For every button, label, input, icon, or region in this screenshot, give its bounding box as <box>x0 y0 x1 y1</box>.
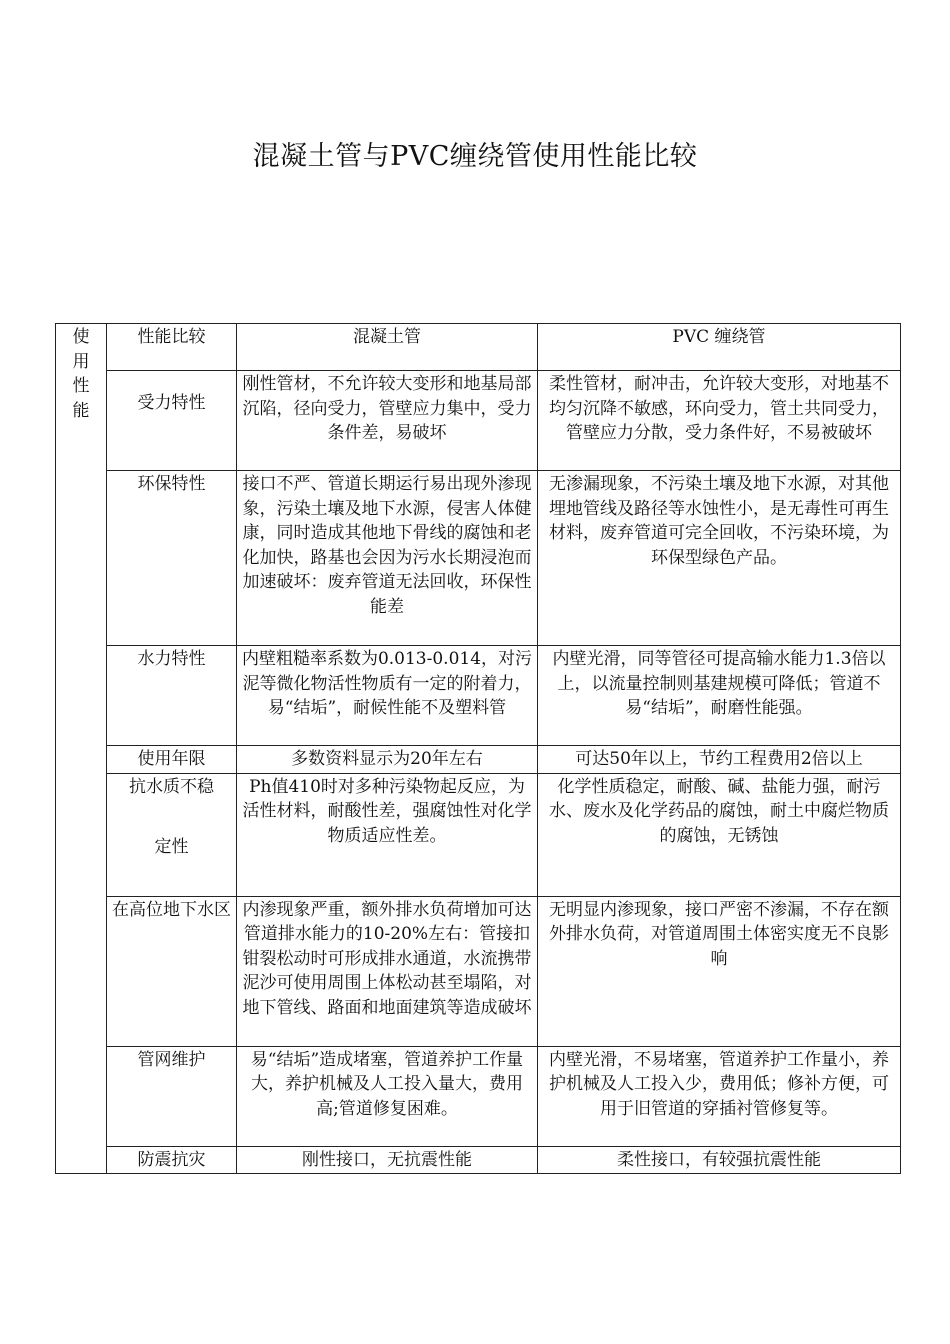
row-concrete: 接口不严、管道长期运行易出现外渗现象，污染土壤及地下水源，侵害人体健康，同时造成其他地下骨线的腐蚀和老化加快，路基也会因为污水长期浸泡而加速破坏：废弃管道无法回收，环保性能差 <box>237 471 538 646</box>
row-concrete: 内壁粗糙率系数为0.013-0.014，对污泥等微化物活性物质有一定的附着力，易“结垢”，耐候性能不及塑料管 <box>237 646 538 746</box>
table-row <box>56 896 901 1046</box>
row-aspect-line: 抗水质不稳 <box>129 776 214 797</box>
table-row <box>56 1046 901 1146</box>
row-pvc: 内壁光滑，不易堵塞，管道养护工作量小，养护机械及人工投入少，费用低；修补方便，可用于旧管道的穿插衬管修复等。 <box>538 1046 901 1146</box>
row-aspect: 在高位地下水区 <box>107 896 237 1046</box>
side-label-char: 能 <box>72 400 90 421</box>
table-row <box>56 471 901 646</box>
table-row <box>56 646 901 746</box>
row-aspect: 受力特性 <box>107 371 237 471</box>
row-aspect: 环保特性 <box>107 471 237 646</box>
row-concrete: 刚性接口，无抗震性能 <box>237 1146 538 1174</box>
header-pvc: PVC 缠绕管 <box>538 324 901 371</box>
comparison-table <box>55 323 901 1174</box>
side-label-usage-performance <box>56 324 107 1174</box>
table-row <box>56 1146 901 1174</box>
row-aspect <box>107 773 237 896</box>
table-row <box>56 371 901 471</box>
table-header-row <box>56 324 901 371</box>
row-aspect: 使用年限 <box>107 746 237 774</box>
row-concrete: 易“结垢”造成堵塞，管道养护工作量大，养护机械及人工投入量大，费用高;管道修复困难。 <box>237 1046 538 1146</box>
row-aspect-gap <box>111 799 232 835</box>
page-title: 混凝土管与PVC缠绕管使用性能比较 <box>252 141 698 172</box>
header-concrete: 混凝土管 <box>237 324 538 371</box>
row-concrete: 内渗现象严重，额外排水负荷增加可达管道排水能力的10-20%左右：管接扣钳裂松动时可形成排水通道，水流携带泥沙可使用周围上体松动甚至塌陷，对地下管线、路面和地面建筑等造成破坏 <box>237 896 538 1046</box>
row-pvc: 柔性接口，有较强抗震性能 <box>538 1146 901 1174</box>
row-concrete: 刚性管材，不允许较大变形和地基局部沉陷，径向受力，管壁应力集中，受力条件差，易破坏 <box>237 371 538 471</box>
row-aspect-line: 定性 <box>154 837 189 857</box>
row-pvc: 柔性管材，耐冲击，允许较大变形，对地基不均匀沉降不敏感，环向受力，管土共同受力，管壁应力分散，受力条件好，不易被破坏 <box>538 371 901 471</box>
side-label-char: 用 <box>72 351 90 372</box>
table-row <box>56 773 901 896</box>
row-pvc: 可达50年以上，节约工程费用2倍以上 <box>538 746 901 774</box>
row-pvc: 内壁光滑，同等管径可提高输水能力1.3倍以上，以流量控制则基建规模可降低；管道不易“结垢”，耐磨性能强。 <box>538 646 901 746</box>
row-concrete: Ph值410时对多种污染物起反应，为活性材料，耐酸性差，强腐蚀性对化学物质适应性差。 <box>237 773 538 896</box>
row-pvc: 无渗漏现象，不污染土壤及地下水源，对其他埋地管线及路径等水蚀性小，是无毒性可再生材料，废弃管道可完全回收，不污染环境，为环保型绿色产品。 <box>538 471 901 646</box>
row-concrete: 多数资料显示为20年左右 <box>237 746 538 774</box>
table-row <box>56 746 901 774</box>
row-pvc: 无明显内渗现象，接口严密不渗漏，不存在额外排水负荷，对管道周围土体密实度无不良影响 <box>538 896 901 1046</box>
header-aspect: 性能比较 <box>107 324 237 371</box>
side-label-char: 性 <box>72 376 90 396</box>
side-label-char: 使 <box>72 327 90 347</box>
row-aspect: 管网维护 <box>107 1046 237 1146</box>
row-aspect: 防震抗灾 <box>107 1146 237 1174</box>
row-pvc: 化学性质稳定，耐酸、碱、盐能力强，耐污水、废水及化学药品的腐蚀，耐土中腐烂物质的腐蚀，无锈蚀 <box>538 773 901 896</box>
row-aspect: 水力特性 <box>107 646 237 746</box>
